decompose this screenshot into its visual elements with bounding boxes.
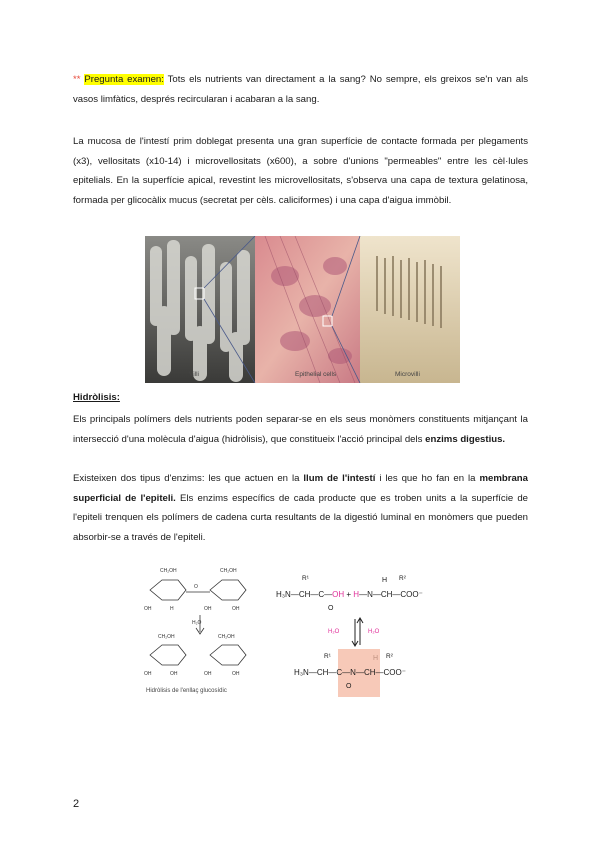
- svg-text:OH: OH: [232, 671, 240, 677]
- exam-label: Pregunta examen:: [84, 74, 164, 85]
- page-number: 2: [73, 798, 80, 810]
- svg-text:OH: OH: [204, 606, 212, 612]
- peptide-diagram: [272, 565, 452, 705]
- r1-bottom: R¹: [324, 653, 331, 660]
- mucosa-paragraph: La mucosa de l'intestí prim doblegat presenta una gran superfície de contacte formada per plegaments (x3), vellositats (x10-14) i microvellositats (x600), a sobre d'unions "permeables" entre les cèl·lules epitelials. En la superfície apical, revestint les microvellositats, s'observa una capa de textura gelatinosa, formada per glicocàlix mucus (secretat per cèls. caliciformes) i una capa d'aigua immòbil.: [73, 136, 528, 207]
- exam-question: [73, 70, 528, 109]
- o-top: O: [328, 605, 334, 612]
- svg-text:O: O: [194, 584, 198, 590]
- caption-microvilli: Microvilli: [395, 371, 420, 378]
- svg-text:OH: OH: [170, 671, 178, 677]
- micrograph-image: [145, 236, 460, 383]
- hidrolisis-paragraph-1: Els principals polímers dels nutrients poden separar-se en els seus monòmers constituents mitjançant la intersecció d'una molècula d'aigua (hidròlisis), que constitueix l'acció principal dels enzims digestius.: [73, 414, 528, 445]
- svg-text:CH₂OH: CH₂OH: [158, 634, 175, 640]
- water-left: H₂O: [328, 629, 340, 635]
- intestine-micrograph: [145, 236, 460, 383]
- svg-text:H: H: [170, 606, 174, 612]
- svg-text:H₂O: H₂O: [192, 620, 202, 626]
- svg-text:CH₂OH: CH₂OH: [218, 634, 235, 640]
- svg-text:CH₂OH: CH₂OH: [160, 568, 177, 574]
- reactant-line: H₃N—CH—C—OH + H—N—CH—COO⁻: [276, 590, 423, 599]
- caption-epithelial: Epithelial cells: [295, 371, 337, 378]
- glyco-caption: Hidròlisis de l'enllaç glucosídic: [146, 688, 227, 694]
- water-right: H₂O: [368, 629, 380, 635]
- hidrolisis-heading: Hidròlisis:: [73, 392, 120, 403]
- equilibrium-arrows: [348, 617, 368, 647]
- product-line: H₃N—CH—C—N—CH—COO⁻: [294, 668, 406, 677]
- svg-text:CH₂OH: CH₂OH: [220, 568, 237, 574]
- glycosidic-structure: [140, 560, 260, 685]
- exam-stars: **: [73, 74, 81, 85]
- glycosidic-diagram: [140, 560, 260, 705]
- r2-bottom: R²: [386, 653, 393, 660]
- svg-text:OH: OH: [144, 671, 152, 677]
- r2-label: R²: [399, 575, 406, 582]
- svg-text:OH: OH: [144, 606, 152, 612]
- hidrolisis-paragraph-2: Existeixen dos tipus d'enzims: les que actuen en la llum de l'intestí i les que ho fan en la membrana superficial de l'epiteli. Els enzims específics de cada producte que es troben units a la superfície de l'epiteli trenquen els polímers de cadena curta resultants de la digestió luminal en monòmers que pueden absorbir-se a través de l'epiteli.: [73, 473, 529, 543]
- caption-villi: Villi: [189, 371, 199, 378]
- svg-text:OH: OH: [232, 606, 240, 612]
- o-bottom: O: [346, 683, 352, 690]
- r1-label: R¹: [302, 575, 309, 582]
- svg-text:OH: OH: [204, 671, 212, 677]
- exam-text: Tots els nutrients van directament a la sang? No sempre, els greixos se'n van als vasos limfàtics, després recircularan i acabaran a la sang.: [73, 74, 529, 105]
- h-top: H: [382, 577, 388, 584]
